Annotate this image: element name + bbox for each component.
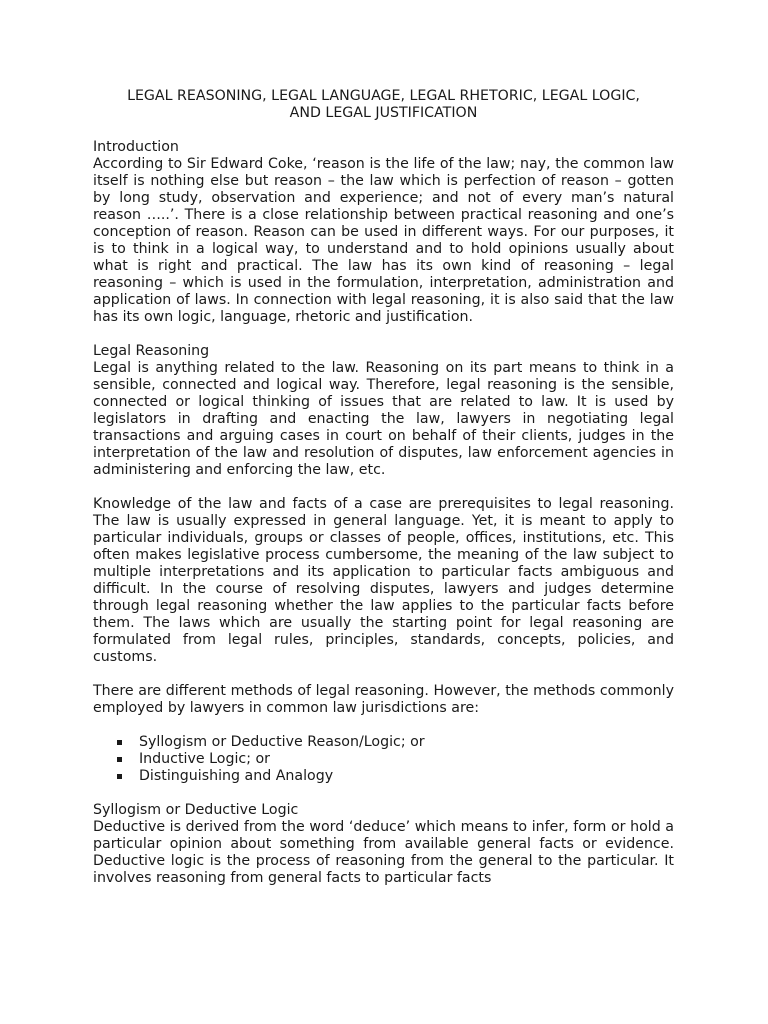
document-title (93, 88, 674, 122)
legal-reasoning-paragraph-1: Legal is anything related to the law. Reasoning on its part means to think in a sensible, connected and logical way. Therefore, legal reasoning is the sensible, connected or logical thinking of issues that are related to law. It is used by legislators in drafting and enacting the law, lawyers in negotiating legal transactions and arguing cases in court on behalf of their clients, judges in the interpretation of the law and resolution of disputes, law enforcement agencies in administering and enforcing the law, etc. (93, 360, 674, 478)
syllogism-paragraph: Deductive is derived from the word ‘deduce’ which means to infer, form or hold a particular opinion about something from available general facts or evidence. Deductive logic is the process of reasoning from the general to the particular. It involves reasoning from general facts to particular facts (93, 819, 674, 886)
list-item-text: Distinguishing and Analogy (139, 768, 334, 784)
document-title-line-1: LEGAL REASONING, LEGAL LANGUAGE, LEGAL RHETORIC, LEGAL LOGIC, (127, 88, 640, 104)
list-item (117, 734, 674, 751)
introduction-paragraph: According to Sir Edward Coke, ‘reason is the life of the law; nay, the common law itself is nothing else but reason – the law which is perfection of reason – gotten by long study, observation and experience; and not of every man’s natural reason …..’. There is a close relationship between practical reasoning and one’s conception of reason. Reason can be used in different ways. For our purposes, it is to think in a logical way, to understand and to hold opinions usually about what is right and practical. The law has its own kind of reasoning – legal reasoning – which is used in the formulation, interpretation, administration and application of laws. In connection with legal reasoning, it is also said that the law has its own logic, language, rhetoric and justification. (93, 156, 674, 325)
legal-reasoning-paragraph-3: There are different methods of legal reasoning. However, the methods commonly employed by lawyers in common law jurisdictions are: (93, 683, 674, 716)
section-heading-syllogism: Syllogism or Deductive Logic (93, 802, 299, 818)
square-bullet-icon (117, 757, 122, 762)
legal-reasoning-paragraph-2: Knowledge of the law and facts of a case are prerequisites to legal reasoning. The law is usually expressed in general language. Yet, it is meant to apply to particular individuals, groups or classes of people, offices, institutions, etc. This often makes legislative process cumbersome, the meaning of the law subject to multiple interpretations and its application to particular facts ambiguous and difficult. In the course of resolving disputes, lawyers and judges determine through legal reasoning whether the law applies to the particular facts before them. The laws which are usually the starting point for legal reasoning are formulated from legal rules, principles, standards, concepts, policies, and customs. (93, 496, 674, 665)
document-title-line-2: AND LEGAL JUSTIFICATION (289, 105, 478, 121)
section-heading-introduction: Introduction (93, 139, 179, 155)
methods-list (93, 734, 674, 785)
section-heading-legal-reasoning: Legal Reasoning (93, 343, 210, 359)
square-bullet-icon (117, 740, 122, 745)
square-bullet-icon (117, 774, 122, 779)
list-item (117, 751, 674, 768)
list-item (117, 768, 674, 785)
list-item-text: Syllogism or Deductive Reason/Logic; or (139, 734, 425, 750)
list-item-text: Inductive Logic; or (139, 751, 270, 767)
document-page (93, 88, 674, 887)
